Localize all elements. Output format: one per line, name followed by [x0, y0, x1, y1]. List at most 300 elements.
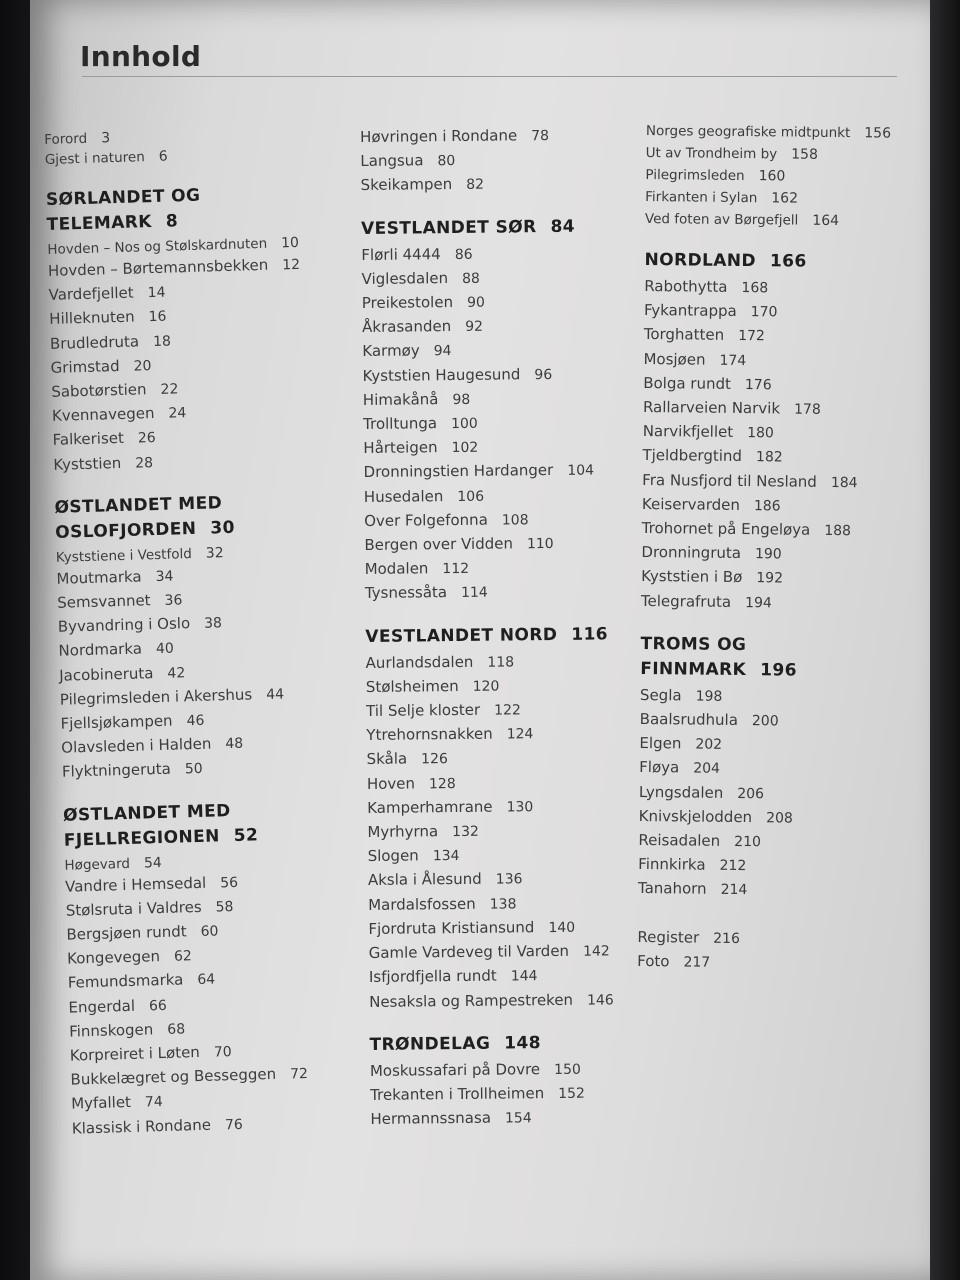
toc-entry-name: Isfjordfjella rundt — [368, 966, 497, 987]
toc-entry-name: Klassisk i Rondane — [71, 1115, 212, 1138]
toc-entry-name: Torghatten — [643, 325, 725, 345]
toc-entry-name: Jacobineruta — [58, 663, 154, 685]
toc-entry-name: Kongevegen — [66, 947, 161, 968]
toc-section — [645, 120, 906, 233]
toc-entry-name: Hårteigen — [363, 438, 438, 458]
toc-entry-page: 104 — [567, 463, 595, 480]
toc-entry-name: Korpreiret i Løten — [69, 1043, 201, 1065]
section-heading-page: 148 — [504, 1032, 542, 1054]
toc-entry-page: 134 — [432, 848, 460, 865]
toc-entry — [369, 988, 629, 1015]
toc-entry — [360, 123, 620, 150]
toc-entry-page: 102 — [451, 440, 479, 457]
toc-entry — [367, 746, 627, 773]
toc-entry-page: 126 — [421, 751, 448, 768]
toc-entry-page: 140 — [548, 919, 576, 936]
toc-entry-page: 110 — [526, 536, 554, 553]
toc-entry-page: 156 — [864, 125, 892, 142]
section-heading — [644, 248, 904, 276]
toc-entry-name: Hovden – Nos og Stølskardnuten — [47, 235, 268, 258]
toc-entry — [641, 565, 901, 592]
toc-entry-page: 50 — [184, 761, 203, 778]
toc-entry-page: 6 — [158, 148, 168, 165]
toc-entry-name: Fra Nusfjord til Nesland — [642, 470, 817, 491]
toc-entry — [645, 208, 905, 233]
toc-entry-page: 200 — [751, 713, 779, 730]
toc-entry-name: Bukkelægret og Besseggen — [70, 1065, 277, 1089]
toc-entry-page: 62 — [173, 948, 193, 965]
toc-entry-page: 162 — [771, 190, 799, 207]
toc-entry-page: 168 — [741, 280, 769, 297]
toc-entry-page: 136 — [495, 871, 523, 889]
toc-column-1 — [44, 123, 325, 1160]
toc-entry-name: Nesaksla og Rampestreken — [369, 990, 574, 1011]
toc-entry-name: Bolga rundt — [643, 373, 732, 393]
toc-entry — [364, 459, 624, 486]
toc-entry — [367, 770, 627, 797]
section-heading — [361, 214, 621, 242]
toc-entry-page: 100 — [450, 415, 478, 433]
toc-entry-page: 10 — [280, 234, 300, 252]
toc-entry-page: 188 — [824, 522, 852, 540]
toc-entry-name: Gamle Vardeveg til Varden — [368, 941, 570, 963]
toc-entry — [643, 348, 903, 375]
toc-entry-name: Fjordruta Kristiansund — [368, 918, 535, 938]
toc-entry-name: Falkeriset — [52, 429, 125, 450]
toc-section — [365, 622, 629, 1015]
toc-entry-name: Nordmarka — [58, 639, 143, 661]
toc-entry-name: Lyngsdalen — [638, 782, 724, 802]
toc-entry-page: 154 — [504, 1110, 532, 1127]
toc-entry-page: 82 — [466, 177, 485, 194]
toc-column-2 — [360, 123, 631, 1150]
toc-entry-name: Moutmarka — [56, 567, 142, 588]
toc-entry-page: 152 — [558, 1085, 585, 1102]
toc-entry-page: 170 — [750, 304, 778, 321]
toc-entry-page: 164 — [812, 212, 840, 230]
toc-entry-name: Hermannssnasa — [370, 1108, 492, 1129]
toc-entry — [638, 853, 898, 880]
toc-entry-name: Slogen — [367, 846, 419, 866]
toc-entry-page: 34 — [155, 568, 174, 585]
toc-entry — [640, 684, 900, 711]
toc-entry-page: 86 — [454, 246, 473, 263]
section-heading-page: 84 — [550, 216, 576, 237]
toc-section — [63, 796, 325, 1141]
toc-entry-page: 142 — [582, 943, 610, 960]
toc-entry-page: 118 — [487, 654, 515, 671]
toc-entry-page: 206 — [737, 785, 765, 802]
toc-entry-name: Ut av Trondheim by — [645, 144, 778, 163]
toc-entry-name: Ved foten av Børgefjell — [644, 210, 799, 229]
section-heading-name: ØSTLANDET MED FJELLREGIONEN — [62, 800, 231, 851]
toc-entry-page: 58 — [215, 898, 234, 916]
toc-entry — [645, 164, 905, 189]
toc-entry-name: Dronningstien Hardanger — [363, 461, 554, 482]
section-heading — [640, 632, 901, 685]
toc-entry-page: 114 — [460, 585, 488, 602]
toc-entry-name: Ytrehornsnakken — [366, 724, 493, 745]
toc-entry-page: 72 — [289, 1066, 309, 1083]
toc-entry — [369, 939, 629, 966]
toc-entry — [646, 120, 906, 145]
toc-entry-name: Sabotørstien — [51, 380, 147, 401]
toc-entry-page: 194 — [745, 594, 772, 611]
toc-entry-page: 202 — [695, 736, 723, 754]
section-heading-name: NORDLAND — [644, 249, 757, 272]
toc-entry-page: 174 — [719, 352, 747, 369]
toc-entry-page: 42 — [167, 664, 186, 682]
toc-entry-name: Tysnessåta — [364, 583, 448, 603]
toc-entry-name: Norges geografiske midtpunkt — [645, 122, 851, 142]
toc-entry — [365, 580, 625, 607]
toc-section — [638, 632, 901, 905]
toc-entry-name: Hovden – Børtemannsbekken — [47, 255, 269, 280]
toc-entry-name: Semsvannet — [56, 591, 151, 612]
toc-entry-name: Vardefjellet — [48, 283, 134, 305]
toc-entry — [644, 299, 904, 326]
toc-section — [360, 123, 621, 198]
toc-entry-page: 56 — [220, 874, 239, 892]
toc-entry — [638, 877, 898, 904]
toc-section — [369, 1030, 630, 1132]
section-heading — [369, 1030, 629, 1058]
toc-entry-page: 64 — [197, 972, 216, 989]
toc-entry-name: Stølsheimen — [365, 676, 459, 696]
toc-entry-name: Preikestolen — [361, 293, 454, 313]
toc-entry-name: Foto — [637, 951, 670, 971]
toc-entry-name: Fykantrappa — [643, 301, 737, 321]
toc-entry — [370, 1057, 630, 1084]
toc-entry — [362, 362, 622, 389]
page-edge-shadow — [930, 0, 960, 1280]
toc-entry — [366, 697, 626, 724]
toc-entry-name: Olavsleden i Halden — [61, 734, 212, 758]
section-heading-page: 52 — [233, 824, 259, 846]
toc-entry-page: 130 — [506, 799, 534, 816]
toc-entry — [645, 186, 905, 211]
toc-entry-name: Bergsjøen rundt — [66, 922, 187, 944]
toc-entry — [368, 891, 628, 918]
toc-entry — [368, 843, 628, 870]
toc-entry-page: 210 — [734, 834, 762, 851]
section-heading-name: TRØNDELAG — [369, 1033, 491, 1055]
toc-entry-name: Over Folgefonna — [364, 510, 488, 530]
toc-entry — [366, 722, 626, 749]
toc-entry-page: 158 — [791, 146, 819, 163]
toc-entry — [637, 926, 897, 953]
toc-entry-name: Myrhyrna — [367, 822, 439, 842]
section-heading — [365, 622, 625, 650]
toc-entry-name: Aksla i Ålesund — [367, 870, 482, 890]
toc-entry — [642, 469, 902, 496]
toc-section — [641, 248, 905, 617]
toc-entry-name: Kyststiene i Vestfold — [55, 545, 193, 566]
toc-entry-page: 120 — [472, 678, 500, 695]
toc-entry-name: Flørli 4444 — [361, 244, 441, 264]
toc-entry-page: 190 — [754, 546, 782, 563]
toc-entry-page: 26 — [137, 430, 156, 447]
toc-entry-name: Til Selje kloster — [366, 700, 481, 721]
toc-entry — [367, 794, 627, 821]
toc-entry — [641, 590, 901, 617]
toc-entry-page: 48 — [225, 735, 244, 753]
toc-entry-page: 160 — [758, 168, 786, 185]
toc-entry-page: 80 — [437, 153, 456, 170]
section-heading-name: TROMS OG FINNMARK — [640, 633, 747, 680]
toc-entry — [637, 950, 897, 977]
toc-entry — [367, 818, 627, 845]
toc-entry-page: 214 — [720, 882, 748, 899]
toc-entry-name: Femundsmarka — [67, 970, 184, 993]
toc-entry-name: Bergen over Vidden — [364, 534, 514, 555]
toc-entry-page: 44 — [266, 686, 285, 703]
toc-entry-name: Skeikampen — [360, 175, 453, 195]
toc-entry-name: Reisadalen — [638, 831, 721, 850]
toc-entry — [642, 444, 902, 471]
toc-entry — [366, 673, 626, 700]
toc-entry-name: Kyststien Haugesund — [362, 364, 521, 385]
toc-entry — [363, 410, 623, 437]
toc-entry-name: Myfallet — [70, 1093, 132, 1114]
toc-entry — [646, 142, 906, 167]
toc-entry — [364, 483, 624, 510]
toc-entry-name: Finnskogen — [68, 1020, 154, 1041]
section-heading-page: 30 — [210, 517, 236, 539]
toc-entry-page: 184 — [830, 474, 858, 491]
page-title: Innhold — [80, 40, 202, 73]
toc-entry-name: Tanahorn — [637, 879, 707, 899]
toc-entry-name: Brudledruta — [49, 332, 140, 353]
toc-entry — [364, 507, 624, 534]
toc-entry-name: Trohornet på Engeløya — [641, 519, 811, 539]
toc-entry-name: Elgen — [639, 734, 682, 753]
toc-entry-page: 14 — [147, 284, 166, 302]
toc-entry-name: Mardalsfossen — [368, 894, 476, 914]
toc-entry — [639, 805, 899, 832]
toc-entry — [362, 289, 622, 316]
toc-entry-page: 76 — [224, 1116, 243, 1134]
toc-section — [46, 181, 306, 478]
toc-entry — [363, 386, 623, 413]
toc-entry — [642, 517, 902, 544]
toc-entry — [362, 313, 622, 340]
toc-entry-name: Firkanten i Sylan — [645, 188, 758, 207]
toc-entry — [361, 241, 621, 268]
toc-entry-page: 40 — [155, 641, 175, 658]
toc-entry-page: 146 — [586, 991, 614, 1009]
toc-entry-page: 28 — [135, 454, 154, 472]
toc-entry-page: 20 — [133, 357, 152, 375]
toc-entry — [368, 867, 628, 894]
toc-entry-page: 217 — [683, 954, 711, 971]
section-heading-name: SØRLANDET OG TELEMARK — [45, 185, 201, 235]
toc-entry-name: Grimstad — [50, 356, 120, 377]
section-heading-page: 116 — [571, 624, 609, 645]
toc-section — [44, 123, 297, 170]
toc-entry — [639, 732, 899, 759]
toc-entry — [361, 172, 621, 199]
toc-entry-page: 150 — [554, 1061, 581, 1078]
section-heading — [46, 182, 267, 238]
toc-entry — [363, 434, 623, 461]
toc-entry-page: 32 — [205, 544, 224, 562]
toc-entry-page: 66 — [148, 997, 168, 1015]
toc-entry-page: 138 — [489, 896, 517, 913]
toc-entry-page: 24 — [168, 405, 187, 422]
toc-entry-page: 92 — [465, 318, 484, 336]
toc-entry-name: Skåla — [366, 750, 408, 769]
toc-entry — [364, 531, 624, 558]
toc-entry-page: 208 — [766, 810, 793, 827]
toc-entry-page: 132 — [452, 823, 479, 841]
toc-entry-name: Byvandring i Oslo — [57, 614, 191, 637]
toc-entry-page: 46 — [186, 712, 205, 730]
toc-entry-name: Fløya — [639, 758, 680, 777]
toc-entry-page: 88 — [461, 270, 480, 287]
toc-entry-page: 68 — [167, 1021, 186, 1038]
toc-entry-name: Kyststien — [53, 453, 122, 474]
toc-entry — [369, 964, 629, 991]
section-heading-page: 196 — [760, 660, 797, 681]
toc-entry-page: 78 — [531, 128, 550, 145]
toc-entry-name: Flyktningeruta — [61, 760, 172, 782]
toc-entry — [361, 265, 621, 292]
section-heading-page: 8 — [165, 211, 179, 232]
toc-entry — [638, 829, 898, 856]
toc-entry — [370, 1105, 630, 1132]
toc-entry-page: 18 — [152, 333, 172, 350]
toc-entry-page: 74 — [144, 1094, 164, 1112]
toc-section — [54, 489, 314, 786]
toc-entry-name: Hoven — [366, 774, 416, 793]
toc-entry-page: 204 — [693, 760, 721, 778]
toc-entry-page: 172 — [738, 328, 765, 345]
toc-entry-page: 3 — [100, 130, 111, 147]
toc-entry — [640, 708, 900, 735]
toc-entry — [643, 372, 903, 399]
toc-entry-page: 182 — [755, 449, 783, 466]
toc-column-3 — [637, 120, 906, 995]
toc-entry-page: 12 — [281, 256, 301, 274]
toc-entry-name: Moskussafari på Dovre — [369, 1059, 541, 1080]
toc-entry-page: 128 — [428, 775, 456, 792]
toc-entry-name: Vandre i Hemsedal — [64, 873, 207, 896]
section-heading-name: ØSTLANDET MED OSLOFJORDEN — [54, 493, 223, 543]
toc-entry — [360, 147, 620, 174]
toc-entry-page: 36 — [164, 592, 183, 609]
toc-entry-name: Mosjøen — [643, 349, 706, 369]
toc-entry-page: 176 — [744, 376, 772, 394]
toc-entry — [643, 396, 903, 423]
toc-entry-name: Høgevard — [64, 855, 131, 874]
toc-entry — [639, 781, 899, 808]
toc-entry-name: Finnkirka — [638, 855, 706, 874]
section-heading-name: VESTLANDET SØR — [360, 216, 537, 239]
toc-entry-name: Himakånå — [362, 390, 439, 409]
toc-entry-name: Langsua — [360, 151, 424, 171]
section-heading — [63, 797, 284, 853]
toc-entry — [642, 493, 902, 520]
title-divider — [82, 76, 897, 77]
toc-entry-page: 16 — [148, 309, 167, 326]
toc-entry — [368, 915, 628, 942]
toc-entry-name: Telegrafruta — [640, 591, 732, 611]
toc-entry — [362, 338, 622, 365]
toc-entry-name: Pilegrimsleden i Akershus — [59, 685, 253, 709]
toc-entry-name: Baalsrudhula — [639, 710, 739, 730]
toc-entry-name: Åkrasanden — [362, 317, 452, 337]
toc-entry-name: Forord — [44, 130, 88, 148]
toc-entry-page: 108 — [501, 512, 529, 529]
toc-entry-page: 22 — [160, 381, 179, 398]
toc-entry-page: 124 — [506, 726, 534, 743]
toc-entry-page: 122 — [494, 702, 521, 719]
toc-entry-page: 98 — [452, 391, 471, 408]
toc-entry — [643, 420, 903, 447]
toc-entry-name: Rallarveien Narvik — [642, 398, 781, 418]
toc-entry-name: Trekanten i Trollheimen — [370, 1084, 545, 1104]
toc-entry-name: Keiservarden — [641, 494, 741, 514]
toc-entry-page: 38 — [203, 615, 223, 632]
toc-entry-name: Kvennavegen — [51, 404, 155, 426]
toc-entry-name: Dronningruta — [641, 543, 742, 563]
toc-entry-page: 186 — [753, 497, 781, 515]
toc-entry-name: Register — [637, 927, 700, 947]
toc-entry — [644, 275, 904, 302]
toc-entry-name: Karmøy — [362, 341, 420, 361]
toc-entry-name: Engerdal — [68, 996, 136, 1017]
toc-entry-page: 96 — [534, 366, 553, 383]
toc-entry-page: 144 — [510, 968, 538, 985]
toc-entry-name: Trolltunga — [363, 414, 438, 434]
toc-entry-name: Stølsruta i Valdres — [65, 897, 202, 920]
toc-entry-page: 60 — [200, 923, 219, 940]
toc-entry-page: 70 — [213, 1044, 232, 1061]
toc-entry-name: Modalen — [364, 559, 429, 579]
toc-entry — [370, 1081, 630, 1108]
section-heading-page: 166 — [769, 251, 807, 272]
toc-section — [361, 214, 625, 607]
toc-entry-name: Pilegrimsleden — [645, 166, 745, 185]
toc-entry-name: Husedalen — [363, 486, 444, 506]
toc-section — [637, 926, 897, 977]
toc-entry-name: Rabothytta — [644, 276, 728, 296]
toc-entry-page: 94 — [433, 343, 452, 360]
toc-entry-name: Knivskjelodden — [638, 806, 753, 827]
toc-entry-name: Viglesdalen — [361, 268, 449, 288]
toc-entry-page: 198 — [695, 688, 723, 705]
toc-entry — [366, 649, 626, 676]
toc-entry-page: 106 — [457, 488, 485, 505]
toc-entry — [365, 556, 625, 583]
toc-entry-page: 192 — [756, 570, 784, 587]
toc-entry-name: Gjest i naturen — [44, 149, 146, 168]
toc-entry-page: 212 — [719, 858, 747, 875]
toc-entry-page: 180 — [747, 425, 774, 442]
toc-entry-page: 216 — [713, 930, 741, 947]
toc-entry-name: Kamperhamrane — [367, 797, 493, 817]
toc-entry-page: 112 — [442, 561, 470, 578]
toc-entry-name: Kyststien i Bø — [641, 567, 743, 587]
toc-entry-name: Fjellsjøkampen — [60, 711, 173, 733]
toc-entry-name: Hilleknuten — [49, 307, 135, 329]
toc-entry-name: Narvikfjellet — [642, 422, 734, 442]
toc-entry-page: 178 — [793, 401, 821, 418]
toc-entry — [639, 756, 899, 783]
toc-entry-page: 54 — [143, 854, 162, 872]
toc-entry-name: Tjeldbergtind — [642, 446, 743, 466]
